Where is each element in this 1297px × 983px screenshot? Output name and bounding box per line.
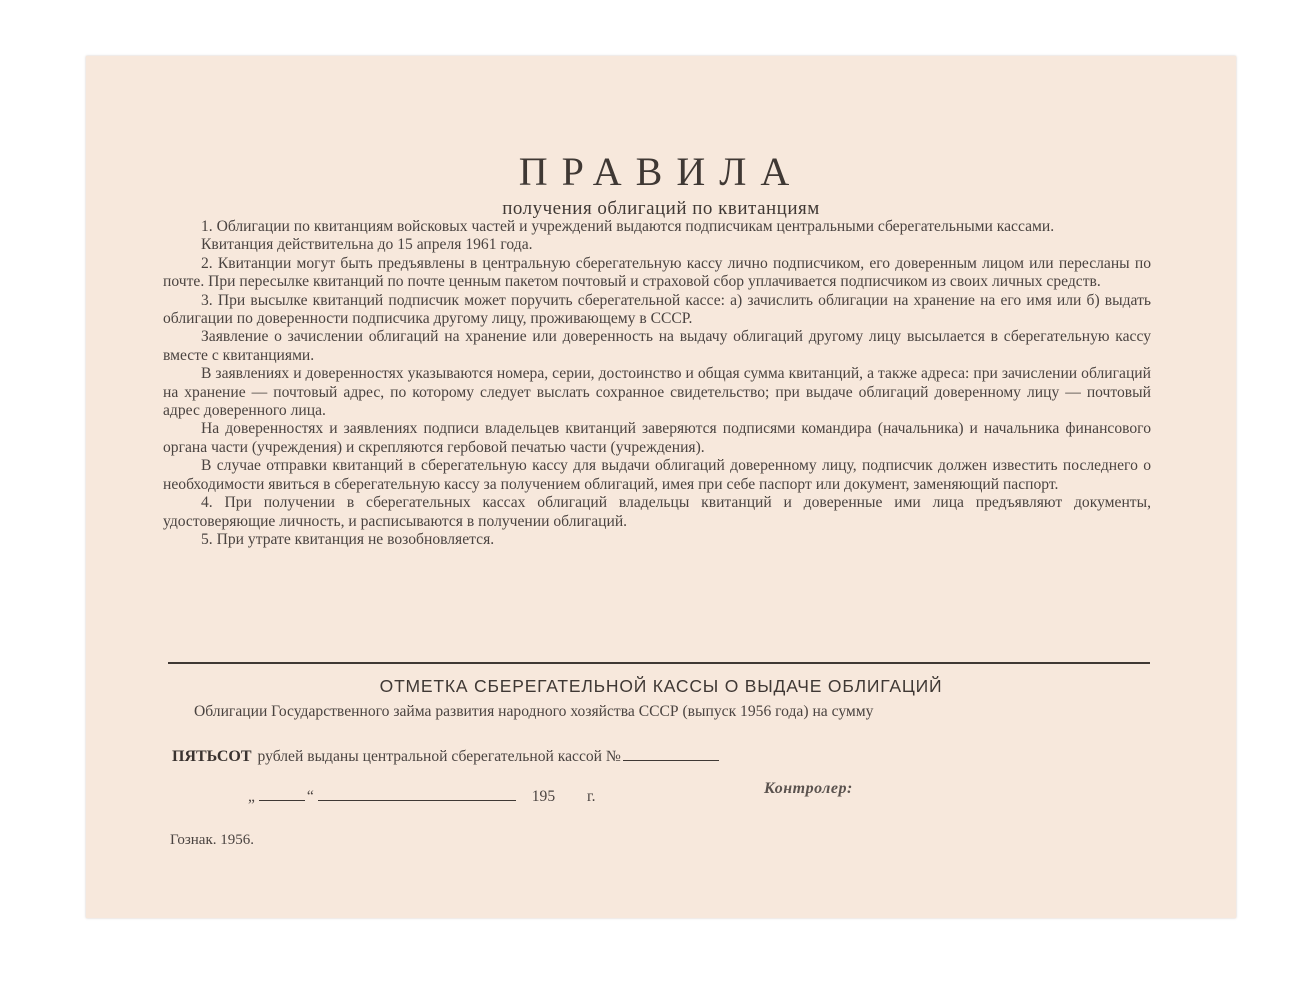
year-prefix: 195 <box>531 788 556 805</box>
savings-bank-number-blank[interactable] <box>623 746 719 761</box>
section-divider <box>168 662 1150 664</box>
issuance-line-2-text: рублей выданы центральной сберегательной кассой № <box>257 748 621 765</box>
controller-label: Контролер: <box>764 780 853 797</box>
rule-paragraph: 1. Облигации по квитанциям войсковых частей и учреждений выдаются подписчикам центральными сберегательными кассами. <box>201 218 1055 235</box>
rule-paragraph: 4. При получении в сберегательных кассах облигаций владельцы квитанций и доверенные ими лица предъявляют документы, удостоверяющие личность, и расписываются в получении облигаций. <box>163 494 1151 530</box>
rule-paragraph: На доверенностях и заявлениях подписи владельцев квитанций заверяются подписями командира (начальника) и начальника финансового органа части (учреждения) и скрепляются гербовой печатью части (учреждения). <box>163 420 1151 456</box>
day-blank[interactable] <box>259 786 305 801</box>
document-subtitle: получения облигаций по квитанциям <box>502 198 820 219</box>
rule-paragraph: 5. При утрате квитанция не возобновляется. <box>201 530 495 548</box>
document-title: ПРАВИЛА <box>518 149 804 194</box>
rule-paragraph: В случае отправки квитанций в сберегательную кассу для выдачи облигаций доверенному лицу, подписчик должен известить последнего о необходимости явиться в сберегательную кассу за получением облигаций, имея при себе паспорт или документ, заменяющий паспорт. <box>163 457 1151 493</box>
issuance-mark-title: ОТМЕТКА СБЕРЕГАТЕЛЬНОЙ КАССЫ О ВЫДАЧЕ ОБЛИГАЦИЙ <box>379 676 943 696</box>
amount-words: ПЯТЬСОТ <box>172 748 252 765</box>
issuance-line-2 <box>172 746 719 766</box>
printer-imprint: Гознак. 1956. <box>170 832 255 848</box>
bond-receipt-card <box>86 56 1236 918</box>
rules-text <box>163 218 1151 549</box>
rule-paragraph: В заявлениях и доверенностях указываются номера, серии, достоинство и общая сумма квитанций, а также адреса: при зачислении облигаций на хранение — почтовый адрес, по которому следует выслать сохранное свидетельство; при выдаче облигаций доверенному лицу — почтовый адрес доверенного лица. <box>163 365 1151 420</box>
quote-open: „ <box>248 788 255 805</box>
year-digit-blank[interactable] <box>561 787 583 801</box>
rule-paragraph: Квитанция действительна до 15 апреля 1961 года. <box>201 236 533 254</box>
rule-paragraph: 3. При высылке квитанций подписчик может поручить сберегательной кассе: а) зачислить облигации на хранение на его имя или б) выдать облигации по доверенности подписчика другому лицу, проживающему в СССР. <box>163 291 1151 328</box>
rule-paragraph: 2. Квитанции могут быть предъявлены в центральную сберегательную кассу лично подписчиком, его доверенным лицом или пересланы по почте. При пересылке квитанций по почте ценным пакетом почтовый и страховой сбор уплачивается подписчиком из своих личных средств. <box>163 254 1151 291</box>
month-blank[interactable] <box>318 786 516 801</box>
issuance-line-1: Облигации Государственного займа развития народного хозяйства СССР (выпуск 1956 года) на сумму <box>194 703 874 720</box>
year-suffix: г. <box>586 788 596 805</box>
date-line <box>246 786 596 806</box>
rule-paragraph: Заявление о зачислении облигаций на хранение или доверенность на выдачу облигаций другому лицу высылается в сберегательную кассу вместе с квитанциями. <box>163 328 1151 364</box>
quote-close: “ <box>306 788 314 805</box>
